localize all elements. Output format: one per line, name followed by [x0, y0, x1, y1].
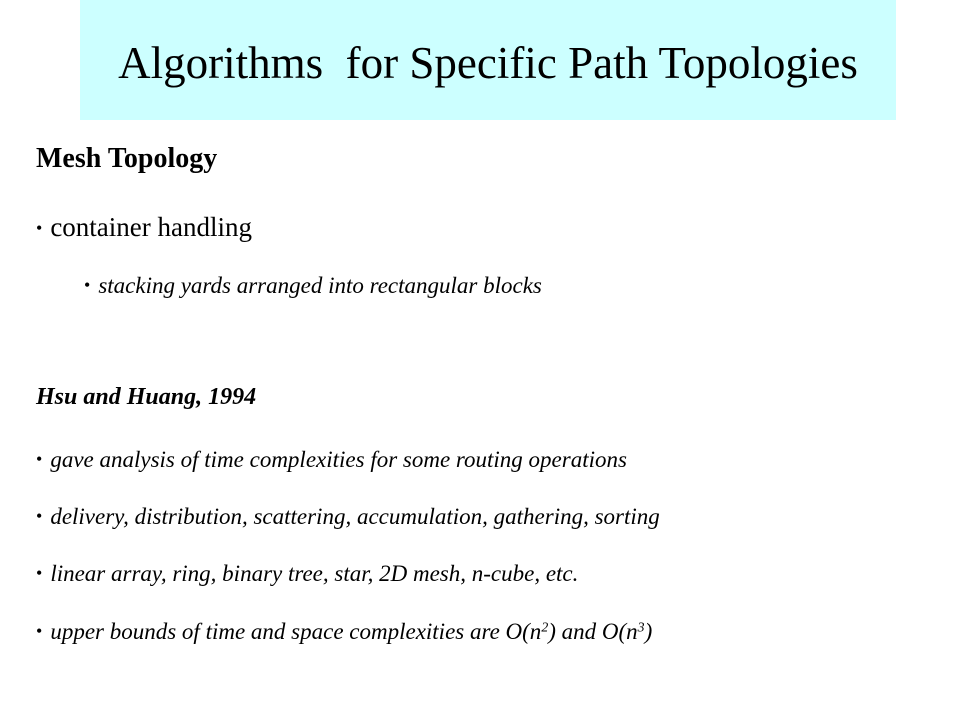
- bullet-dot: •: [36, 218, 43, 238]
- sub-bullet-text: stacking yards arranged into rectangular blocks: [98, 273, 542, 298]
- reference-bullet-text: linear array, ring, binary tree, star, 2D mesh, n-cube, etc.: [50, 561, 579, 586]
- bullet-dot: •: [36, 506, 43, 526]
- reference-bullet: [36, 558, 578, 589]
- reference-bullet-text: delivery, distribution, scattering, accumulation, gathering, sorting: [50, 504, 660, 529]
- complexity-prefix: upper bounds of time and space complexities are O(n: [50, 619, 542, 644]
- complexity-suffix: ): [644, 619, 653, 644]
- reference-heading: Hsu and Huang, 1994: [36, 384, 257, 410]
- bullet-dot: •: [36, 563, 43, 583]
- bullet-container-handling: [36, 210, 252, 245]
- exponent-3: 3: [637, 619, 645, 635]
- reference-bullet-text: gave analysis of time complexities for some routing operations: [50, 447, 627, 472]
- mesh-topology-heading: Mesh Topology: [36, 143, 218, 174]
- bullet-dot: •: [36, 621, 43, 641]
- exponent-2: 2: [541, 619, 549, 635]
- slide-title: Algorithms for Specific Path Topologies: [118, 38, 858, 88]
- title-band: [80, 0, 896, 120]
- reference-bullet: [36, 444, 627, 475]
- bullet-text: container handling: [50, 212, 252, 242]
- reference-bullet: [36, 501, 660, 532]
- bullet-dot: •: [36, 449, 43, 469]
- reference-bullet-complexity: [36, 616, 652, 647]
- complexity-middle: ) and O(n: [548, 619, 638, 644]
- sub-bullet-stacking-yards: [84, 270, 542, 301]
- bullet-dot: •: [84, 275, 91, 295]
